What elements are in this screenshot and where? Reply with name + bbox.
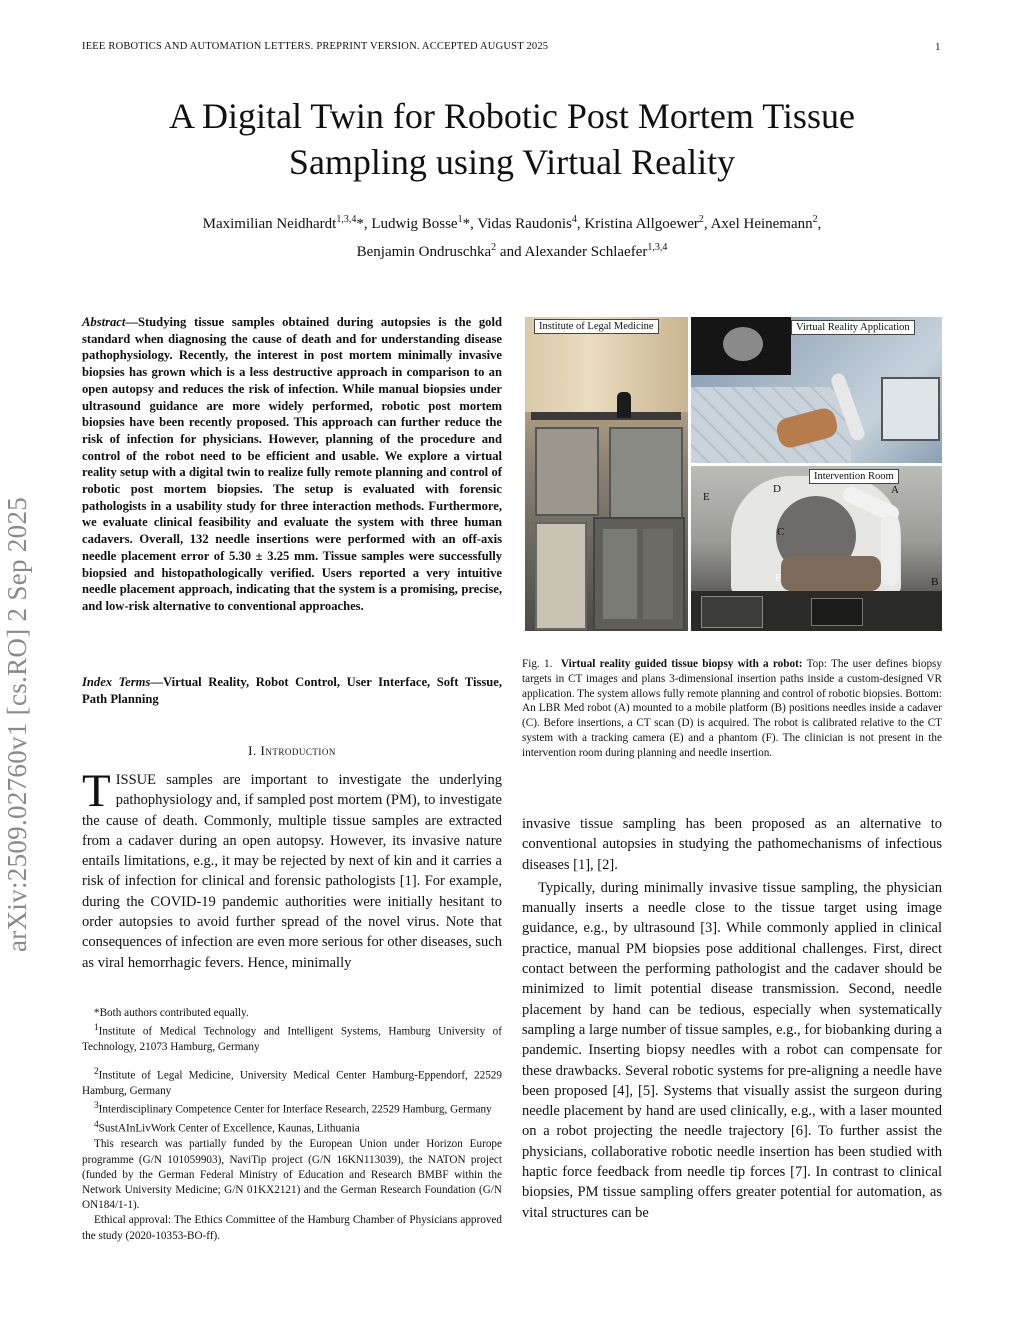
author-affiliation: 1 bbox=[457, 214, 463, 225]
author-name: Vidas Raudonis bbox=[477, 216, 572, 232]
author-name: Ludwig Bosse bbox=[371, 216, 458, 232]
footnotes bbox=[82, 1006, 502, 1244]
author-affiliation: 1,3,4 bbox=[336, 214, 357, 225]
author-name: Kristina Allgoewer bbox=[584, 216, 699, 232]
caption-label: Fig. 1. bbox=[522, 658, 553, 670]
index-terms-dash: — bbox=[150, 675, 163, 689]
author-name: Maximilian Neidhardt bbox=[202, 216, 337, 232]
title-line-1: A Digital Twin for Robotic Post Mortem Tissue bbox=[169, 96, 855, 136]
caption-bold: Virtual reality guided tissue biopsy with a robot: bbox=[560, 658, 803, 670]
footnote-marker: 1 bbox=[94, 1023, 99, 1034]
footnote-text: SustAInLivWork Center of Excellence, Kaunas, Lithuania bbox=[98, 1123, 360, 1136]
section-numeral: I. bbox=[248, 743, 261, 758]
figure-letter-b: B bbox=[931, 576, 939, 588]
author-separator: *, bbox=[356, 216, 372, 232]
author-affiliation: 2 bbox=[812, 214, 818, 225]
footnote-marker: 4 bbox=[94, 1120, 99, 1131]
figure-caption bbox=[522, 657, 942, 761]
paper-title bbox=[60, 93, 964, 185]
author-separator: , bbox=[576, 216, 585, 232]
author-name: Benjamin Ondruschka bbox=[356, 244, 492, 260]
abstract bbox=[82, 314, 502, 615]
intro-paragraph: samples are important to investigate the underlying pathophysiology and, if sampled post mortem (PM), to investigate the cause of death. Commonly, multiple tissue samples are extracted from a cadaver during an open autopsy. However, its invasive nature entails limitations, e.g., it may be rejected by next of kin and it carries a risk of infection for clinical and forensic pathologists [1]. For example, during the COVID-19 pandemic authorities were initially hesitant to order autopsies to avoid further spread of the novel virus. Note that consequences of infection are even more serious for other diseases, such as viral hemorrhagic fevers. Hence, minimally bbox=[82, 772, 502, 971]
figure-letter-e: E bbox=[703, 491, 710, 503]
section-title: Introduction bbox=[260, 743, 336, 758]
introduction-text bbox=[82, 765, 502, 973]
arxiv-identifier: arXiv:2509.02760v1 [cs.RO] 2 Sep 2025 bbox=[2, 496, 32, 952]
author-affiliation: 2 bbox=[491, 242, 497, 253]
footnote-marker: 2 bbox=[94, 1067, 99, 1078]
footnote-affiliation-1 bbox=[82, 1021, 502, 1055]
photo-intervention-room bbox=[691, 466, 942, 631]
index-terms-text: Virtual Reality, Robot Control, User Interface, Soft Tissue, Path Planning bbox=[82, 675, 502, 706]
author-name: Axel Heinemann bbox=[710, 216, 813, 232]
figure-label-legal-medicine: Institute of Legal Medicine bbox=[534, 319, 659, 334]
intro-lead-word: ISSUE bbox=[115, 772, 157, 788]
figure-1 bbox=[525, 317, 942, 631]
author-separator: *, bbox=[462, 216, 478, 232]
footnote-affiliation-4 bbox=[82, 1118, 502, 1137]
author-separator: , bbox=[703, 216, 711, 232]
footnote-text: Institute of Medical Technology and Intelligent Systems, Hamburg University of Technology, 21073 Hamburg, Germany bbox=[82, 1025, 502, 1054]
abstract-dash: — bbox=[125, 315, 138, 329]
author-affiliation: 2 bbox=[698, 214, 704, 225]
footnote-ethics: Ethical approval: The Ethics Committee of the Hamburg Chamber of Physicians approved the study (2020-10353-BO-ff). bbox=[82, 1214, 502, 1242]
author-separator: and bbox=[496, 244, 525, 260]
figure-letter-c: C bbox=[777, 526, 785, 538]
paragraph: invasive tissue sampling has been proposed as an alternative to conventional autopsies in studying the pathomechanisms of infectious diseases [1], [2]. bbox=[522, 816, 942, 873]
author-affiliation: 4 bbox=[571, 214, 577, 225]
footnote-equal: *Both authors contributed equally. bbox=[94, 1007, 249, 1019]
index-terms-label: Index Terms bbox=[82, 675, 151, 689]
author-list bbox=[60, 208, 964, 264]
author-affiliation: 1,3,4 bbox=[647, 242, 668, 253]
photo-legal-medicine bbox=[525, 317, 688, 631]
author-name: Alexander Schlaefer bbox=[524, 244, 648, 260]
footnote-funding: This research was partially funded by the European Union under Horizon Europe programme (G/N 101059903), NaviTip project (G/N 16KN113039), the NATON project (funded by the German Federal Ministry of Education and Research BMBF within the Network University Medicine; G/N 01KX2121) and the German Research Foundation (G/N ON184/1-1). bbox=[82, 1138, 502, 1212]
footnote-text: Institute of Legal Medicine, University Medical Center Hamburg-Eppendorf, 22529 Hamburg, Germany bbox=[82, 1070, 502, 1098]
figure-letter-f: F bbox=[775, 572, 782, 584]
abstract-text: Studying tissue samples obtained during autopsies is the gold standard when diagnosing the cause of death and for understanding disease pathophysiology. Recently, the interest in post mortem minimally invasive biopsies has grown which is a less destructive approach in comparison to an open autopsy and reduces the risk of infection. While manual biopsies under ultrasound guidance are more widely performed, robotic post mortem biopsies have been recently proposed. This approach can further reduce the risk of infection for physicians. However, planning of the procedure and control of the robot need to be efficient and usable. We explore a virtual reality setup with a digital twin to realize fully remote planning and control of robotic post mortem biopsies. The setup is evaluated with forensic pathologists in a usability study for three interaction methods. Furthermore, we evaluate clinical feasibility and evaluate the system with three human cadavers. Overall, 132 needle insertions were performed with an off-axis needle placement error of 5.30 ± 3.25 mm. Tissue samples were successfully biopsied and histopathologically verified. Users reported a very intuitive needle placement approach, indicating that the system is a promising, precise, and low-risk alternative to conventional approaches. bbox=[82, 315, 502, 613]
paragraph: Typically, during minimally invasive tissue sampling, the physician manually inserts a needle close to the tissue target using image guidance, e.g., by ultrasound [3]. While commonly applied in clinical practice, manual PM biopsies pose additional challenges. First, direct contact between the performing pathologist and the cadaver should be minimized to limit potential disease transmission. Second, needle placement by hand can be tedious, especially when systematically sampling a large number of tissue samples, e.g., for biobanking during a pandemic. Inserting biopsy needles with a robot can compensate for these drawbacks. Several robotic systems for pre-aligning a needle have been proposed [4], [5]. Systems that visually assist the surgeon during needle placement by hand are used clinically, e.g., with a laser mounted on a robot projecting the needle trajectory [6]. To further assist the physicians, collaborative robotic needle insertion has been studied with haptic force feedback from needle tip forces [7]. In contrast to clinical biopsies, PM tissue sampling offers greater potential for automation, as vital structures can be bbox=[522, 879, 942, 1221]
abstract-label: Abstract bbox=[82, 315, 126, 329]
footnote-affiliation-3 bbox=[82, 1099, 502, 1118]
figure-label-intervention-room: Intervention Room bbox=[809, 469, 899, 484]
drop-cap: T bbox=[82, 765, 111, 817]
figure-label-vr: Virtual Reality Application bbox=[791, 320, 915, 335]
caption-text: Top: The user defines biopsy targets in CT images and plans 3-dimensional insertion paths inside a custom-designed VR application. The system allows fully remote planning and control of robotic biopsies. Bottom: An LBR Med robot (A) mounted to a mobile platform (B) positions needles inside a cadaver (C). Before insertions, a CT scan (D) is acquired. The robot is calibrated relative to the CT system with a tracking camera (E) and a phantom (F). The clinician is not present in the intervention room during planning and needle insertion. bbox=[522, 658, 942, 759]
page-number: 1 bbox=[935, 41, 941, 53]
right-column-text bbox=[522, 814, 942, 1223]
figure-letter-a: A bbox=[891, 484, 899, 496]
footnote-marker: 3 bbox=[94, 1101, 99, 1112]
photo-vr-application bbox=[691, 317, 942, 463]
author-separator: , bbox=[817, 216, 822, 232]
section-heading bbox=[82, 743, 502, 759]
figure-letter-d: D bbox=[773, 483, 781, 495]
running-header: IEEE ROBOTICS AND AUTOMATION LETTERS. PREPRINT VERSION. ACCEPTED AUGUST 2025 bbox=[82, 41, 549, 52]
title-line-2: Sampling using Virtual Reality bbox=[288, 142, 736, 182]
footnote-affiliation-2 bbox=[82, 1065, 502, 1099]
footnote-text: Interdisciplinary Competence Center for Interface Research, 22529 Hamburg, Germany bbox=[98, 1104, 492, 1117]
index-terms bbox=[82, 674, 502, 707]
